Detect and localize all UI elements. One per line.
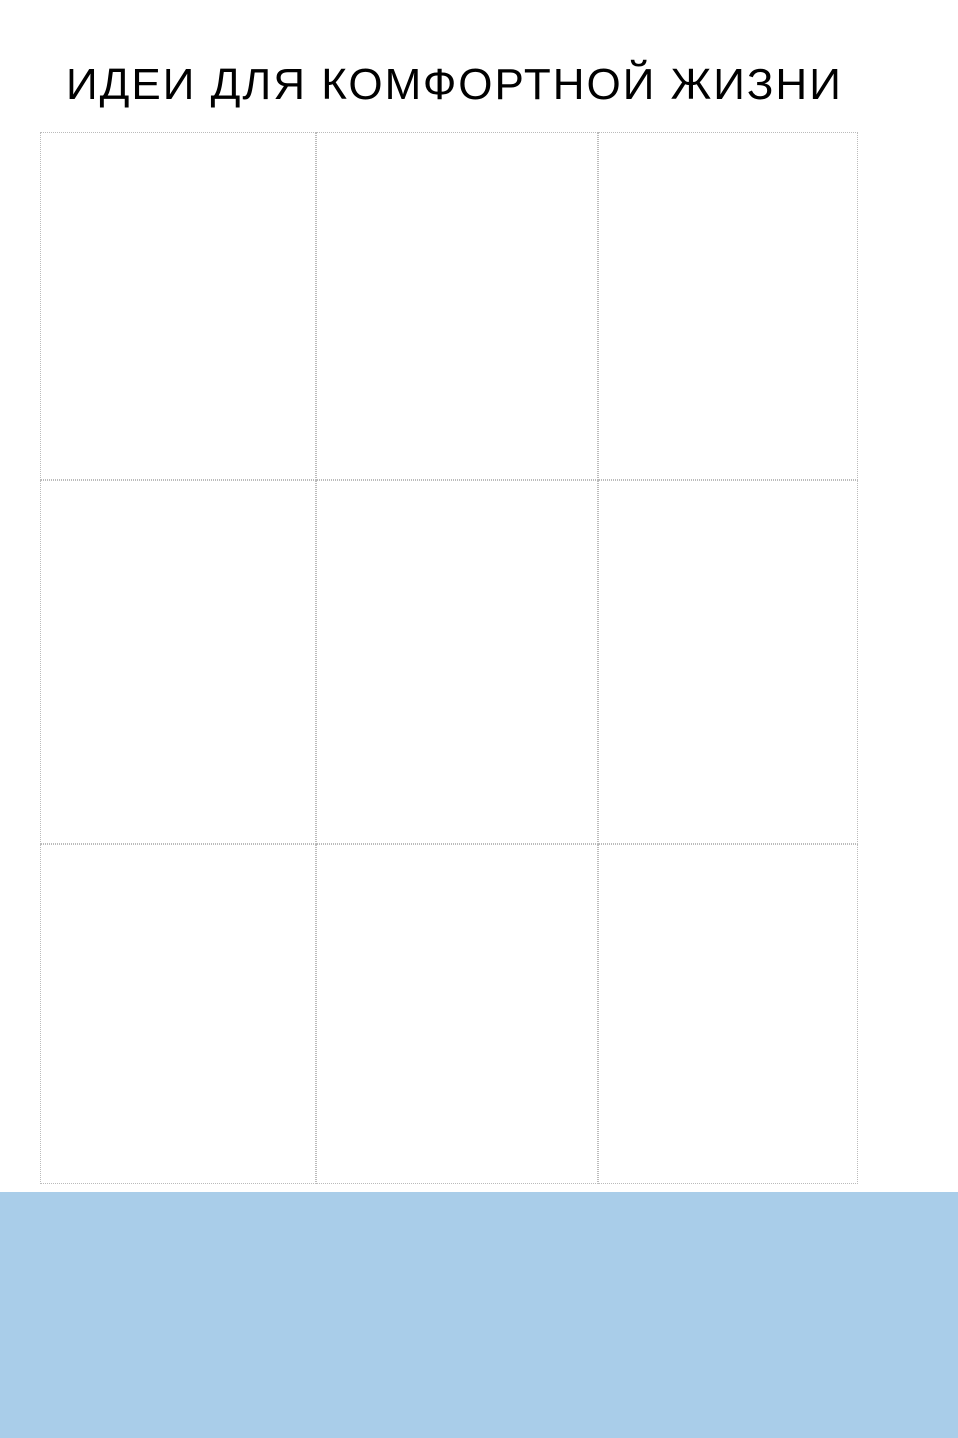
cell-3 — [598, 132, 858, 480]
cell-1 — [40, 132, 316, 480]
cell-6 — [598, 480, 858, 844]
cell-7 — [40, 844, 316, 1184]
cell-2 — [316, 132, 598, 480]
cell-5 — [316, 480, 598, 844]
cell-4 — [40, 480, 316, 844]
page-title: ИДЕИ ДЛЯ КОМФОРТНОЙ ЖИЗНИ — [66, 60, 843, 109]
cell-8 — [316, 844, 598, 1184]
footer-band — [0, 1192, 958, 1438]
cell-9 — [598, 844, 858, 1184]
